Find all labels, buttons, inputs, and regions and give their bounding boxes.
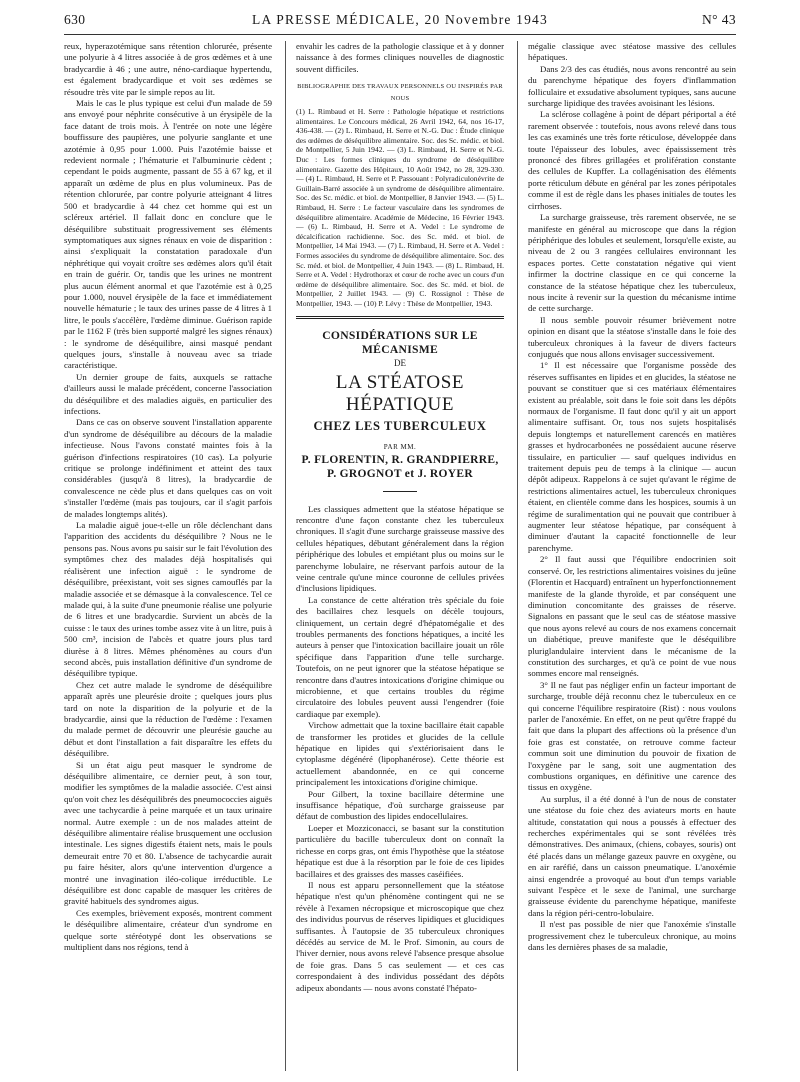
article-authors: P. FLORENTIN, R. GRANDPIERRE, [301, 453, 499, 466]
article-heading [296, 329, 504, 481]
article-authors: P. GROGNOT et J. ROYER [327, 467, 473, 480]
column-middle [296, 41, 504, 1076]
article-subtitle: CHEZ LES TUBERCULEUX [313, 418, 487, 433]
paragraph: Il nous est apparu personnellement que la stéatose hépatique n'est qu'un phénomène contingent qui ne se révèle à l'examen nécropsique et microscopique que chez des individus pourvus de réserves lipidiques et glucidiques suffisantes. À l'autopsie de 35 tuberculeux chroniques décédés au service de M. le Prof. Simonin, au cours de l'hiver dernier, nous avons relevé l'absence presque absolue de foie gras. Dans 5 cas seulement — et ces cas correspondaient à des individus possédant des dépôts adipeux abondants — nous avons constaté l'hépato- [296, 879, 504, 993]
paragraph: Au surplus, il a été donné à l'un de nous de constater une stéatose du foie chez des aviateurs morts en haute altitude, constatation qui nous a poussés à effectuer des recherches expérimentales qui se sont révélées très démonstratives. Des animaux, (chiens, cobayes, souris) ont été placés dans un mélange gazeux pauvre en oxygène, ou en air raréfié, dans un caisson pneumatique. L'anoxémie ainsi engendrée a provoqué au bout d'un temps variable suivant l'espèce et le sexe de l'animal, une surcharge graisseuse évidente du parenchyme hépatique, manifeste dans la région péri-centro-lobulaire. [528, 793, 736, 918]
paragraph: Virchow admettait que la toxine bacillaire était capable de transformer les protides et glucides de la cellule hépatique en lipides qui s'extériorisaient dans le cytoplasme dégénéré (lipophanérose). Cette théorie est actuellement abandonnée, en ce qui concerne principalement les intoxications d'origine chimique. [296, 720, 504, 788]
journal-title: LA PRESSE MÉDICALE, 20 Novembre 1943 [252, 12, 548, 27]
paragraph: envahir les cadres de la pathologie classique et à y donner naissance à des formes cliniques nouvelles de diagnostic souvent difficiles. [296, 41, 504, 74]
article-title-line: DE [394, 357, 406, 368]
column-left [64, 41, 272, 1076]
paragraph: Ces exemples, brièvement exposés, montrent comment le déséquilibre alimentaire, créateur d'un syndrome en quelque sorte stéréotypé dont les observations se multiplient dans nos régions, tend à [64, 907, 272, 953]
paragraph: Un dernier groupe de faits, auxquels se rattache d'ailleurs aussi le malade précédent, concerne l'association du déséquilibre et des maladies aiguës, en particulier des infections. [64, 371, 272, 416]
title-rule [383, 491, 417, 492]
article-title-main: LA STÉATOSE HÉPATIQUE [335, 371, 465, 415]
paragraph: La maladie aiguë joue-t-elle un rôle déclenchant dans l'apparition des accidents du déséquilibre ? Nous ne le pensons pas. Nous avons pu saisir sur le fait l'évolution des symptômes chez des malades déjà hospitalisés qui réalisèrent une infection aiguë : le syndrome de déséquilibre, préexistant, voit ses signes camouflés par la maladie associée et se démasque à la convalescence. Tel ce malade qui, à la suite d'une pneumonie réalise une polyurie de 6 litres et une bradycardie. Survient un abcès de la cuisse : le taux des urines tombe assez vite à un litre, puis à 500 cm³, incision de l'abcès et quatre jours plus tard diurèse à 8 litres. Mêmes phénomènes au cours d'un second abcès, puis installation définitive d'un syndrome de déséquilibre typique. [64, 520, 272, 679]
issue-number: N° 43 [701, 12, 736, 27]
paragraph: Dans 2/3 des cas étudiés, nous avons rencontré au sein du parenchyme hépatique des foyers d'inflammation folliculaire et exsudative absolument typiques, sans aucune surcharge lipidique des travées avoisinant les lésions. [528, 63, 736, 109]
paragraph: Dans ce cas on observe souvent l'installation apparente d'un syndrome de déséquilibre au décours de la maladie infectieuse. Nous l'avons constaté maintes fois à la guérison d'infections respiratoires (10 cas). La polyurie critique se prolonge indéfiniment et atteint des taux considérables (jusqu'à 8 litres), la bradycardie de convalescence ne cède plus et dans quelques cas on voit s'installer l'œdème (mais pas toujours, car il s'agit parfois de malades longtemps alités). [64, 417, 272, 519]
page-number: 630 [64, 12, 86, 27]
paragraph: Chez cet autre malade le syndrome de déséquilibre apparaît après une pleurésie droite ; quelques jours plus tard on note la disparition de la polyurie et de la bradycardie, ainsi que la réduction de l'œdème : l'examen du malade permet de découvrir une pleurésie gauche au début et dont l'installation a fait disparaître les effets du déséquilibre. [64, 679, 272, 759]
bibliography-heading: BIBLIOGRAPHIE DES TRAVAUX PERSONNELS OU INSPIRÉS PAR NOUS [297, 83, 503, 102]
header-rule [64, 34, 736, 35]
column-rule-left [285, 41, 286, 1071]
article-separator [296, 316, 504, 317]
paragraph: reux, hyperazotémique sans rétention chlorurée, présente une polyurie à 4 litres associée à de gros œdèmes et à une bradycardie à 46 ; une autre, néno-cardiaque hypertendu, est également bradycardique et voit ses œdèmes se résoudre très vite par le simple repos au lit. [64, 41, 272, 97]
paragraph: Pour Gilbert, la toxine bacillaire détermine une insuffisance hépatique, d'où surcharge graisseuse par défaut de combustion des lipides endocellulaires. [296, 788, 504, 822]
article-title-line: CONSIDÉRATIONS SUR LE MÉCANISME [322, 328, 478, 356]
paragraph: Les classiques admettent que la stéatose hépatique se rencontre d'une façon constante chez les tuberculeux chroniques. Il s'agit d'une surcharge graisseuse massive des cellules hépatiques, débutant généralement dans la région périphérique des lobules et empiétant plus ou moins sur le parenchyme lobulaire, ne réservant parfois autour de la veine centrale qu'une mince couronne de cellules privées d'inclusions lipidiques. [296, 503, 504, 594]
column-rule-right [517, 41, 518, 1071]
paragraph: Si un état aigu peut masquer le syndrome de déséquilibre alimentaire, ce dernier peut, à son tour, modifier les symptômes de la maladie associée. C'est ainsi qu'on voit chez les déséquilibrés des pneumococcies aiguës avec une tachycardie à peine marquée et un taux urinaire normal. Autre exemple : un de nos malades atteint de déséquilibre alimentaire réalise brusquement une occlusion intestinale. Les signes digestifs étaient nets, mais le pouls demeurait entre 70 et 80. L'absence de tachycardie aurait pu faire hésiter, alors qu'une intervention d'urgence a montré une invagination iléo-colique irréductible. Le déséquilibre est donc capable de masquer les critères de gravité habituels des syndromes aigus. [64, 759, 272, 907]
paragraph: Il n'est pas possible de nier que l'anoxémie s'installe progressivement chez le tuberculeux chronique, au moins dans les dernières phases de sa maladie, [528, 919, 736, 953]
paragraph: La surcharge graisseuse, très rarement observée, ne se manifeste en général au microscope que dans la région périphérique des lobules et seulement, lorsqu'elle existe, au niveau de 2 ou 3 rangées cellulaires environnant les espaces portes. Cette constatation négative qui vient infirmer la doctrine classique en ce qui concerne la constance de la stéatose hépatique chez les tuberculeux, nous incite à revenir sur la question du mécanisme intime de cette surcharge. [528, 212, 736, 314]
paragraph: mégalie classique avec stéatose massive des cellules hépatiques. [528, 41, 736, 63]
paragraph: Loeper et Mozziconacci, se basant sur la constitution particulière du bacille tuberculeux dont on connaît la richesse en corps gras, ont émis l'hypothèse que la stéatose hépatique est due à la résorption par le foie de ces lipides bacillaires et des graisses des masses caséifiées. [296, 822, 504, 879]
column-right [528, 41, 736, 1076]
page-header [64, 12, 736, 32]
paragraph: La sclérose collagène à point de départ périportal a été rarement observée : toutefois, nous avons relevé dans tous les cas examinés une très forte réticulose, développée dans toute l'épaisseur des lobules, avec épaississement très prononcé des fibres grillagées et prolifération constante des cellules de Kupffer. La collagénisation des éléments porte réticulum débute en général par les zones péripotales comme il est de règle dans les phases initiales de toutes les cirrhoses. [528, 109, 736, 211]
bibliography [296, 107, 504, 308]
paragraph: La constance de cette altération très spéciale du foie des bacillaires chez lesquels on décèle toujours, cliniquement, un certain degré d'hépatomégalie et des troubles permanents des fonctions hépatiques, a incité les auteurs à penser que l'intoxication bacillaire jouait un rôle spécifique dans l'apparition d'une telle surcharge. Toutefois, on ne peut ignorer que la stéatose hépatique se rencontre dans d'autres intoxications d'origine chimique ou microbienne, et que certains troubles du régime circulatoire des lobules peuvent aussi l'engendrer (foie cardiaque par exemple). [296, 594, 504, 719]
article-separator [296, 318, 504, 319]
paragraph: 2° Il faut aussi que l'équilibre endocrinien soit conservé. Or, les restrictions alimentaires voisines du jeûne (Florentin et Hacquard) entraînent un hyperfonctionnement manifeste de la glande thyroïde, et par conséquent une diminution concomitante des graisses de réserve. Signalons en passant que le seul cas de stéatose massive que nous ayons relevé au cours de nos examens concernait un diabétique, preuve manifeste que le déséquilibre pluriglandulaire intervient dans le mécanisme de la constitution des surcharges, et qu'à ce point de vue nous sommes encore mal renseignés. [528, 554, 736, 679]
paragraph: 1° Il est nécessaire que l'organisme possède des réserves suffisantes en lipides et en glucides, la stéatose ne pouvant se constituer que si ces matériaux élémentaires existent au préalable, soit dans le foie soit dans les dépôts normaux de l'organisme. Il faut donc qu'il y ait un apport alimentaire suffisant. Or, tous nos sujets hospitalisés depuis longtemps et naturellement carencés en matières grasses et hydrocarbonées ne possédaient aucune réserve tissulaire, en particulier — sauf quelques individus en traitement depuis peu de temps à la clinique — aucun dépôt adipeux. Rappelons à ce sujet qu'avant le régime de restrictions alimentaires actuel, les tuberculeux chroniques étaient, en clientèle comme dans les hospices, soumis à un régime de suralimentation qui ne pouvait que contribuer à augmenter leur stéatose hépatique, par conséquent à diminuer d'autant la capacité fonctionnelle de leur parenchyme. [528, 360, 736, 553]
paragraph: 3° Il ne faut pas négliger enfin un facteur important de surcharge, trouble déjà reconnu chez le tuberculeux en ce qui concerne l'équilibre respiratoire (Rist) : nous voulons parler de l'anoxémie. En effet, on ne peut qu'être frappé du fait que dans la plupart des affections où la présence d'un foie gras est constatée, on retrouve comme facteur commun soit une diminution du pouvoir de fixation de l'oxygène par le sang, soit une augmentation des combustions organiques, en définitive une carence des tissus en oxygène. [528, 679, 736, 793]
article-byline: PAR MM. [383, 442, 417, 451]
bibliography-entries: (1) L. Rimbaud et H. Serre : Pathologie hépatique et restrictions alimentaires. Le Concours médical, 26 Avril 1942, 64, nos 16-17, 436-438. — (2) L. Rimbaud, H. Serre et N.-G. Duc : Étude clinique des œdèmes de déséquilibre alimentaire. Soc. des Sc. médic. et biol. de Montpellier, 5 Juin 1942. — (3) L. Rimbaud, H. Serre et N.-G. Duc : Les formes cliniques du syndrome de déséquilibre alimentaire. Gazette des Hôpitaux, 10 Août 1942, no 28, 329-330. — (4) L. Rimbaud, H. Serre et P. Passouant : Polyradiculonévrite de Guillain-Barré associée à un syndrome de déséquilibre alimentaire. Soc. des Sc. médic. et biol. de Montpellier, 8 Janvier 1943. — (5) L. Rimbaud, H. Serre : Le facteur vasculaire dans les syndromes de déséquilibre alimentaire. Académie de Médecine, 16 Février 1943. — (6) L. Rimbaud, H. Serre et A. Vedel : Le syndrome de décalcification rachidienne. Soc. des Sc. méd. et biol. de Montpellier, 14 Mai 1943. — (7) L. Rimbaud, H. Serre et A. Vedel : Formes associées du syndrome de déséquilibre alimentaire. Soc. des Sc. méd. et biol. de Montpellier, 4 Juin 1943. — (8) L. Rimbaud, H. Serre et A. Vedel : Hydrothorax et cœur de roche avec un cours d'un œdème de déséquilibre alimentaire. Soc. des Sc. méd. et biol. de Montpellier, 2 Juillet 1943. — (9) C. Rossignol : Thèse de Montpellier, 1943. — (10) P. Lévy : Thèse de Montpellier, 1943. [296, 107, 504, 308]
paragraph: Il nous semble pouvoir résumer brièvement notre opinion en disant que la stéatose s'installe dans le foie des tuberculeux chroniques à la faveur de divers facteurs conjugués que nous allons envisager successivement. [528, 314, 736, 359]
paragraph: Mais le cas le plus typique est celui d'un malade de 59 ans envoyé pour néphrite consécutive à un érysipèle de la face datant de trois mois. À l'entrée on note une légère bouffissure des paupières, une polyurie sanglante et une azotémie à 0,95 pour 1.000. Puis l'azotémie baisse et redevient normale ; l'hématurie et l'albuminurie cèdent ; cependant le poids augmente, passant de 55 à 67 kg, et il apparaît un œdème de plus en plus volumineux. Pas de rétention chlorurée, par contre polyurie atteignant 4 litres 500 et bradycardie à 44 chez cet homme qui est un scléreux artériel. Il fallait donc en conclure que le déséquilibre substituait progressivement ses éléments symptomatiques aux signes rénaux en voie de disparition : ainsi s'expliquait la constatation paradoxale d'un néphrétique qui voyait croître ses œdèmes alors qu'il était en train de guérir. Or, tandis que les urines ne montrent plus aucun élément anormal et que l'azotémie est à 0,25 pour 1.000, nouvel érysipèle de la face et immédiatement nouvelle hématurie ; le taux des urines passe de 4 litres à 1 litre, le pouls s'accélère, l'œdème diminue. Guérison rapide par le 1162 F (très bien supporté malgré les signes rénaux) : le syndrome de déséquilibre, ainsi masqué pendant quelques jours, s'installe à nouveau avec sa triade caractéristique. [64, 98, 272, 371]
